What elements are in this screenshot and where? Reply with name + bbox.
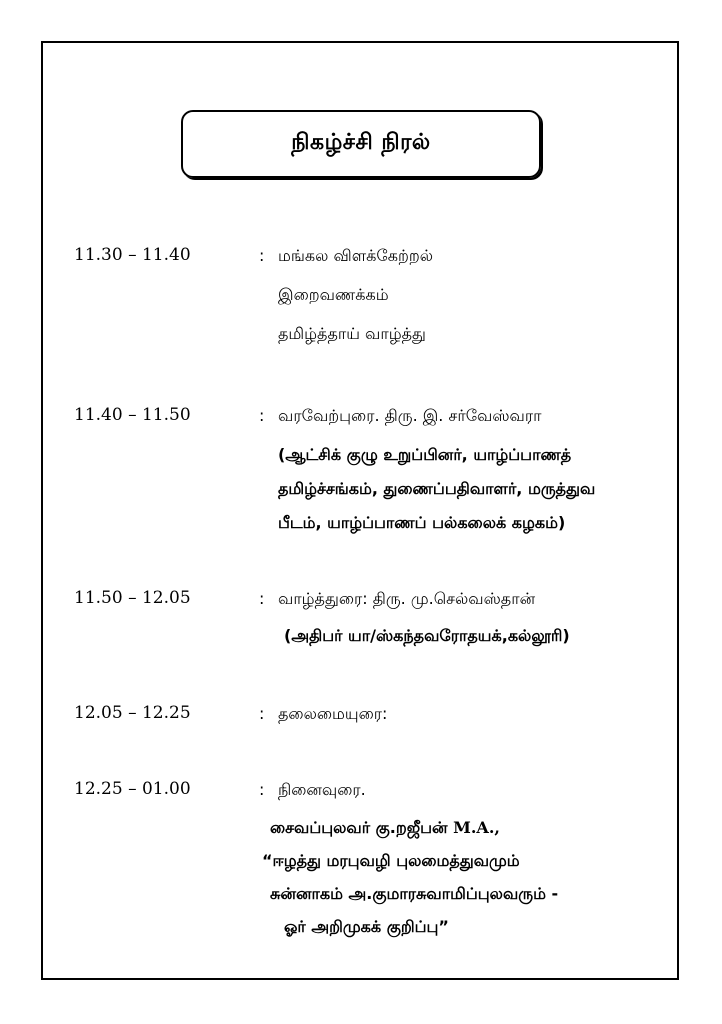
title-box	[181, 110, 541, 178]
schedule-time: 11.50 – 12.05	[74, 588, 191, 608]
schedule-line: நினைவுரை.	[278, 780, 366, 799]
schedule-line: தலைமையுரை:	[278, 704, 388, 723]
schedule-line: ஓர் அறிமுகக் குறிப்பு”	[284, 917, 449, 936]
schedule-line: (அதிபர் யா/ஸ்கந்தவரோதயக்,கல்லூரி)	[284, 626, 570, 645]
colon: :	[259, 246, 265, 265]
schedule-line: (ஆட்சிக் குழு உறுப்பினர், யாழ்ப்பாணத்	[278, 445, 572, 464]
schedule-line: பீடம், யாழ்ப்பாணப் பல்கலைக் கழகம்)	[278, 513, 566, 532]
page-border	[41, 41, 679, 980]
page-title: நிகழ்ச்சி நிரல்	[291, 130, 431, 155]
schedule-time: 11.30 – 11.40	[74, 245, 191, 265]
schedule-line: இறைவணக்கம்	[278, 285, 389, 304]
schedule-time: 11.40 – 11.50	[74, 405, 191, 425]
schedule-line: சுன்னாகம் அ.குமாரசுவாமிப்புலவரும் -	[270, 884, 559, 903]
schedule-line: தமிழ்ச்சங்கம், துணைப்பதிவாளர், மருத்துவ	[278, 479, 596, 498]
schedule-time: 12.05 – 12.25	[74, 703, 191, 723]
schedule-line: தமிழ்த்தாய் வாழ்த்து	[278, 324, 426, 343]
colon: :	[259, 780, 265, 799]
schedule-time: 12.25 – 01.00	[74, 779, 191, 799]
schedule-line: “ஈழத்து மரபுவழி புலமைத்துவமும்	[262, 851, 520, 870]
colon: :	[259, 589, 265, 608]
colon: :	[259, 704, 265, 723]
schedule-line: வரவேற்புரை. திரு. இ. சர்வேஸ்வரா	[278, 406, 542, 425]
schedule-line: வாழ்த்துரை: திரு. மு.செல்வஸ்தான்	[278, 589, 536, 608]
speaker-name: சைவப்புலவர் கு.றஜீபன்	[270, 818, 448, 837]
schedule-line: மங்கல விளக்கேற்றல்	[278, 246, 434, 265]
speaker-line	[270, 818, 500, 839]
colon: :	[259, 406, 265, 425]
speaker-degree: M.A.,	[453, 818, 500, 837]
